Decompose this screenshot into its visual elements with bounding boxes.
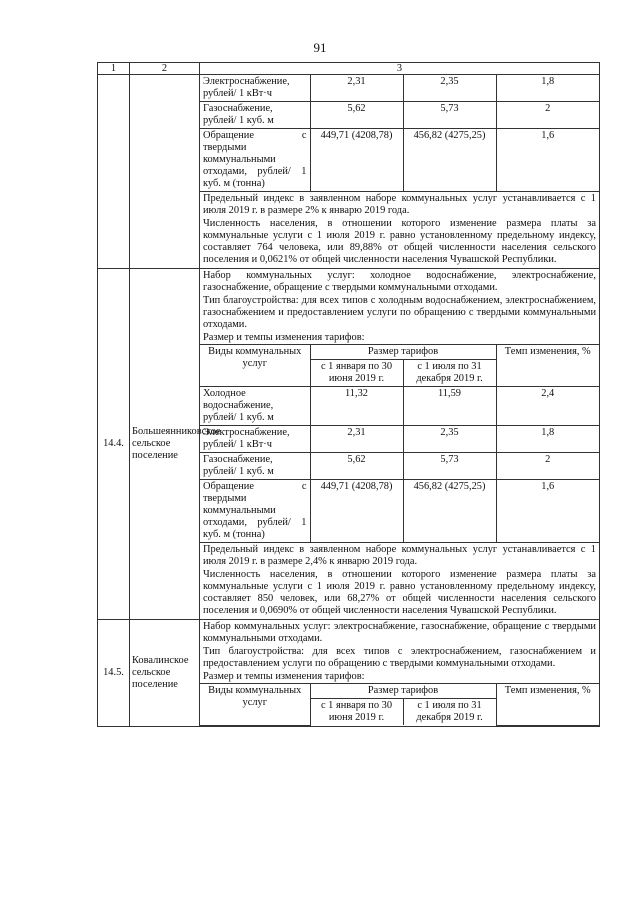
tariff-jul: 11,59 xyxy=(403,387,496,426)
tariff-subtable xyxy=(200,344,599,543)
limit-index-text: Предельный индекс в заявленном наборе коммунальных услуг устанавливается с 1 июля 2019 г. в размере 2,4% к январю 2019 года. xyxy=(203,544,596,567)
col-header-2: 2 xyxy=(130,63,200,75)
header-jan: с 1 января по 30 июня 2019 г. xyxy=(310,699,403,726)
header-rate: Темп изменения, % xyxy=(496,345,599,387)
header-size: Размер тарифов xyxy=(310,345,496,360)
entry-number: 14.5. xyxy=(98,620,130,727)
tariff-subtable xyxy=(200,683,599,726)
tariff-jul: 2,35 xyxy=(403,426,496,453)
table-row xyxy=(200,75,599,102)
header-rate: Темп изменения, % xyxy=(496,684,599,726)
table-row xyxy=(200,129,599,192)
services-text: Набор коммунальных услуг: электроснабжение, газоснабжение, обращение с твердыми коммунальными отходами. xyxy=(203,621,596,644)
tariff-jan: 449,71 (4208,78) xyxy=(310,129,403,192)
table-row xyxy=(200,102,599,129)
header-jan: с 1 января по 30 июня 2019 г. xyxy=(310,360,403,387)
tariff-jan: 449,71 (4208,78) xyxy=(310,480,403,543)
page-number: 91 xyxy=(313,40,327,55)
tariff-jan: 5,62 xyxy=(310,453,403,480)
header-types: Виды коммунальных услуг xyxy=(200,345,310,387)
tariff-jan: 5,62 xyxy=(310,102,403,129)
tariff-rate: 2,4 xyxy=(496,387,599,426)
population-text: Численность населения, в отношении которого изменение размера платы за коммунальные услуги с 1 июля 2019 г. равно установленному предельному индексу, составляет 850 человек, или 68,27% от общей численности населения сельского поселения и 0,0690% от общей численности населения Чувашской Республики. xyxy=(203,569,596,616)
tariff-jul: 456,82 (4275,25) xyxy=(403,129,496,192)
limit-index-text: Предельный индекс в заявленном наборе коммунальных услуг устанавливается с 1 июля 2019 г. в размере 2% к январю 2019 года. xyxy=(203,193,596,216)
tariff-jan: 2,31 xyxy=(310,426,403,453)
settlement-name: Большеянниковское сельское поселение xyxy=(130,269,200,620)
service-name: Газоснабжение, рублей/ 1 куб. м xyxy=(200,102,310,129)
header-jul: с 1 июля по 31 декабря 2019 г. xyxy=(403,360,496,387)
tariff-caption: Размер и темпы изменения тарифов: xyxy=(203,671,365,682)
table-row xyxy=(200,426,599,453)
entry-number: 14.4. xyxy=(98,269,130,620)
service-name: Холодное водоснабжение, рублей/ 1 куб. м xyxy=(200,387,310,426)
tariff-jul: 5,73 xyxy=(403,102,496,129)
tariff-rate: 1,6 xyxy=(496,480,599,543)
tariff-caption: Размер и темпы изменения тарифов: xyxy=(203,332,365,343)
population-text: Численность населения, в отношении которого изменение размера платы за коммунальные услуги с 1 июля 2019 г. равно установленному предельному индексу, составляет 764 человека, или 89,88% от общей численности населения сельского поселения и 0,0621% от общей численности населения Чувашской Республики. xyxy=(203,218,596,265)
header-types: Виды коммунальных услуг xyxy=(200,684,310,726)
entry-14-4 xyxy=(98,269,600,620)
table-row xyxy=(200,480,599,543)
service-name: Обращение с твердыми коммунальными отходами, рублей/ 1 куб. м (тонна) xyxy=(200,129,310,192)
subtable-header-row xyxy=(200,684,599,699)
tariff-rate: 1,6 xyxy=(496,129,599,192)
header-jul: с 1 июля по 31 декабря 2019 г. xyxy=(403,699,496,726)
col-header-3: 3 xyxy=(200,63,600,75)
tariff-rate: 2 xyxy=(496,453,599,480)
tariff-jan: 11,32 xyxy=(310,387,403,426)
table-row xyxy=(200,453,599,480)
continued-entry xyxy=(98,75,600,269)
service-name: Обращение с твердыми коммунальными отходами, рублей/ 1 куб. м (тонна) xyxy=(200,480,310,543)
service-name: Электроснабжение, рублей/ 1 кВт·ч xyxy=(200,426,310,453)
tariff-table xyxy=(97,62,600,727)
col-header-1: 1 xyxy=(98,63,130,75)
improvement-text: Тип благоустройства: для всех типов с электроснабжением, газоснабжением и предоставлением услуги по обращению с твердыми коммунальными отходами. xyxy=(203,646,596,669)
settlement-name: Ковалинское сельское поселение xyxy=(130,620,200,727)
tariff-jul: 5,73 xyxy=(403,453,496,480)
tariff-jul: 2,35 xyxy=(403,75,496,102)
continued-tariff-table xyxy=(200,75,599,191)
subtable-header-row xyxy=(200,345,599,360)
improvement-text: Тип благоустройства: для всех типов с холодным водоснабжением, электроснабжением, газоснабжением и предоставлением услуги по обращению с твердыми коммунальными отходами. xyxy=(203,295,596,330)
header-size: Размер тарифов xyxy=(310,684,496,699)
tariff-rate: 1,8 xyxy=(496,426,599,453)
service-name: Электроснабжение, рублей/ 1 кВт·ч xyxy=(200,75,310,102)
tariff-rate: 1,8 xyxy=(496,75,599,102)
tariff-jan: 2,31 xyxy=(310,75,403,102)
table-row xyxy=(200,387,599,426)
entry-14-5 xyxy=(98,620,600,727)
service-name: Газоснабжение, рублей/ 1 куб. м xyxy=(200,453,310,480)
tariff-rate: 2 xyxy=(496,102,599,129)
tariff-jul: 456,82 (4275,25) xyxy=(403,480,496,543)
column-header-row xyxy=(98,63,600,75)
services-text: Набор коммунальных услуг: холодное водоснабжение, электроснабжение, газоснабжение, обращение с твердыми коммунальными отходами. xyxy=(203,270,596,293)
